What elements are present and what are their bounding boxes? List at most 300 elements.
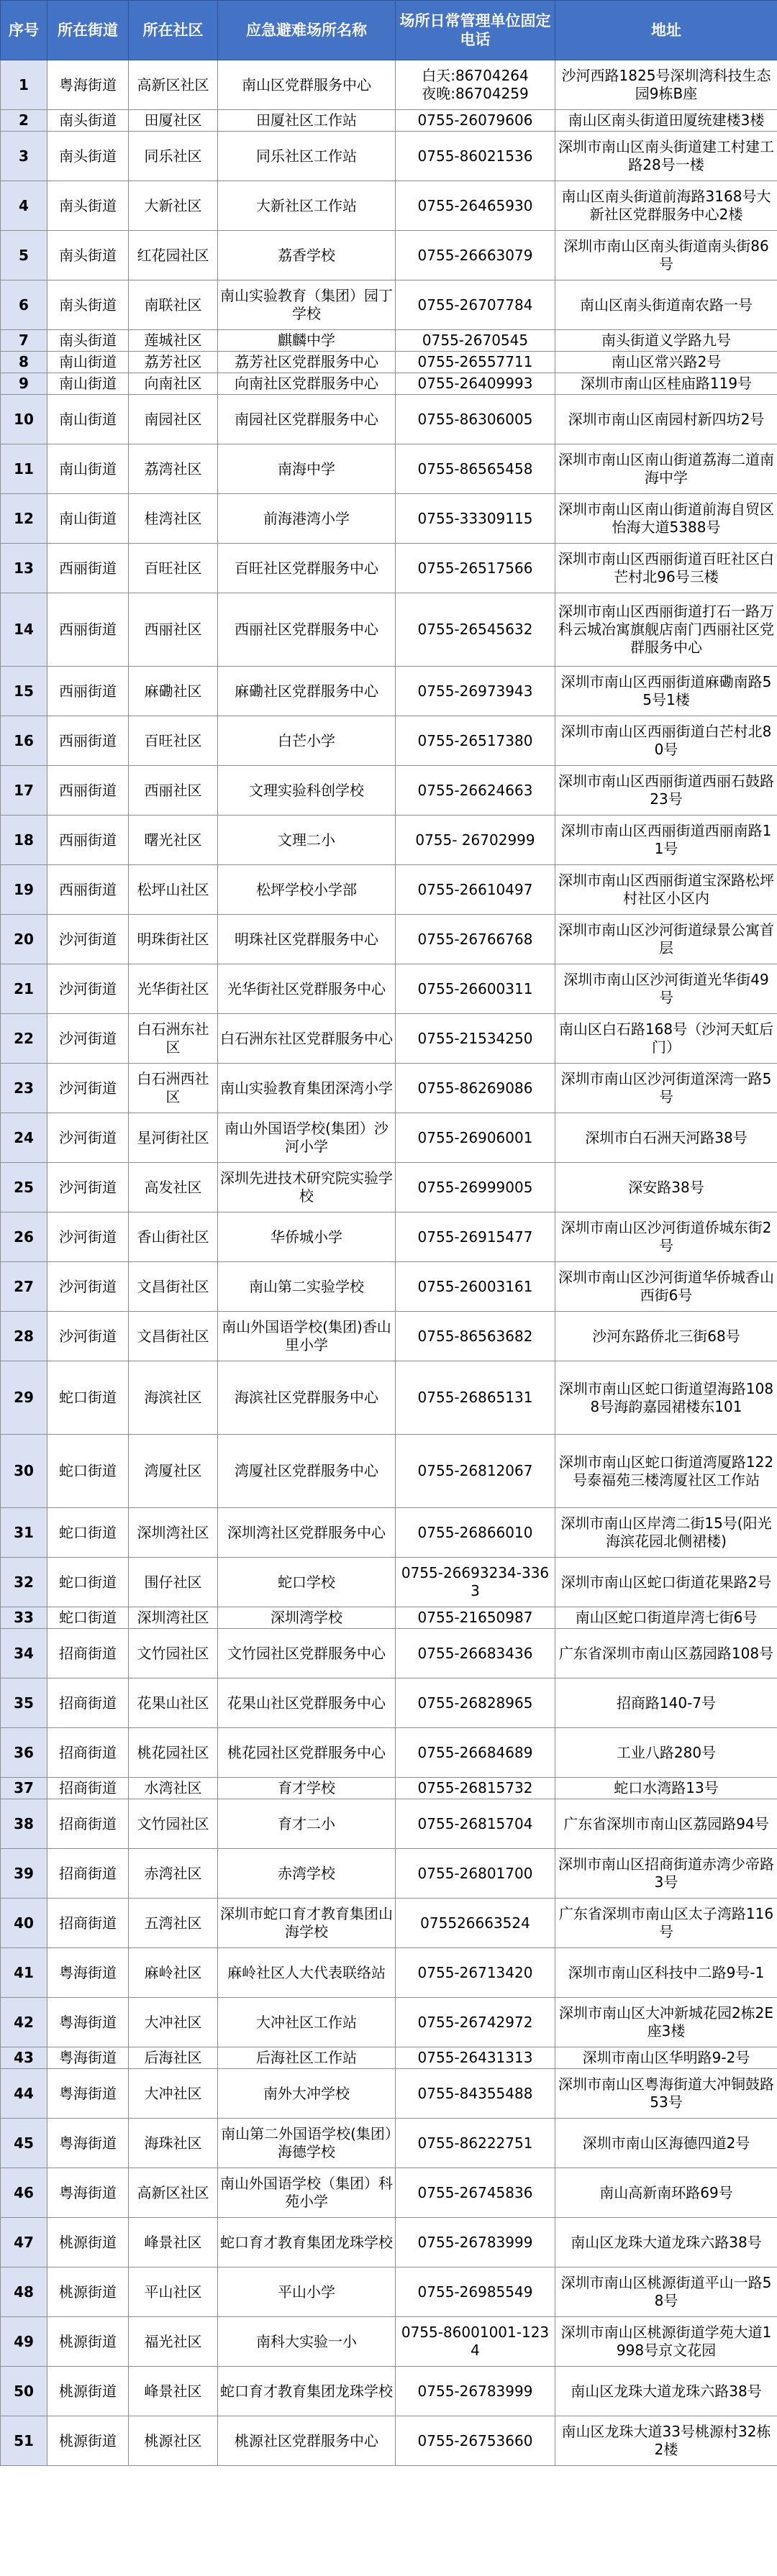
- cell-phone: 0755-26663079: [396, 231, 555, 280]
- cell-community: 花果山社区: [129, 1678, 218, 1728]
- cell-community: 曙光社区: [129, 816, 218, 865]
- table-row: [1, 816, 777, 865]
- cell-community: 百旺社区: [129, 716, 218, 766]
- cell-index: 45: [1, 2119, 47, 2168]
- cell-community: 荔芳社区: [129, 352, 218, 373]
- cell-address: 广东省深圳市南山区太子湾路116号: [555, 1899, 777, 1948]
- cell-phone: 0755-86563682: [396, 1312, 555, 1361]
- table-row: [1, 964, 777, 1014]
- cell-address: 深圳市南山区海德四道2号: [555, 2119, 777, 2168]
- cell-shelter-name: 麻磡社区党群服务中心: [218, 667, 396, 716]
- cell-shelter-name: 华侨城小学: [218, 1212, 396, 1262]
- cell-shelter-name: 荔香学校: [218, 231, 396, 280]
- cell-phone: 075526663524: [396, 1899, 555, 1948]
- header-index: 序号: [1, 1, 47, 60]
- table-row: [1, 544, 777, 593]
- cell-address: 深圳市南山区桂庙路119号: [555, 373, 777, 395]
- table-row: [1, 181, 777, 231]
- cell-street: 南头街道: [47, 330, 129, 352]
- cell-shelter-name: 文理实验科创学校: [218, 766, 396, 816]
- cell-community: 百旺社区: [129, 544, 218, 593]
- cell-community: 桃花园社区: [129, 1728, 218, 1778]
- cell-shelter-name: 文竹园社区党群服务中心: [218, 1629, 396, 1678]
- cell-street: 南头街道: [47, 132, 129, 181]
- cell-shelter-name: 南山外国语学校(集团）沙河小学: [218, 1113, 396, 1163]
- cell-street: 沙河街道: [47, 1163, 129, 1212]
- cell-street: 桃源街道: [47, 2317, 129, 2367]
- cell-index: 17: [1, 766, 47, 816]
- table-row: [1, 1629, 777, 1678]
- cell-street: 西丽街道: [47, 716, 129, 766]
- cell-shelter-name: 南外大冲学校: [218, 2069, 396, 2119]
- table-row: [1, 1678, 777, 1728]
- cell-index: 10: [1, 395, 47, 444]
- cell-street: 沙河街道: [47, 1014, 129, 1064]
- cell-index: 51: [1, 2416, 47, 2466]
- cell-shelter-name: 花果山社区党群服务中心: [218, 1678, 396, 1728]
- table-row: [1, 231, 777, 280]
- cell-phone: 0755-26745836: [396, 2168, 555, 2218]
- cell-community: 围仔社区: [129, 1558, 218, 1607]
- cell-index: 14: [1, 593, 47, 667]
- cell-street: 沙河街道: [47, 1312, 129, 1361]
- cell-index: 16: [1, 716, 47, 766]
- cell-phone: 0755- 26702999: [396, 816, 555, 865]
- cell-street: 粤海街道: [47, 1998, 129, 2047]
- cell-phone: 0755-26812067: [396, 1435, 555, 1508]
- cell-street: 南头街道: [47, 280, 129, 330]
- cell-shelter-name: 育才二小: [218, 1799, 396, 1849]
- cell-street: 沙河街道: [47, 1212, 129, 1262]
- cell-community: 文昌街社区: [129, 1262, 218, 1312]
- cell-shelter-name: 南园社区党群服务中心: [218, 395, 396, 444]
- cell-shelter-name: 南科大实验一小: [218, 2317, 396, 2367]
- cell-index: 35: [1, 1678, 47, 1728]
- cell-phone: 0755-26815732: [396, 1778, 555, 1799]
- cell-address: 深圳市南山区桃源街道学苑大道1998号京文花园: [555, 2317, 777, 2367]
- cell-phone: 0755-26600311: [396, 964, 555, 1014]
- cell-community: 星河街社区: [129, 1113, 218, 1163]
- cell-phone: 0755-26865131: [396, 1361, 555, 1435]
- cell-index: 31: [1, 1508, 47, 1558]
- cell-shelter-name: 大冲社区工作站: [218, 1998, 396, 2047]
- cell-phone: 0755-26431313: [396, 2047, 555, 2069]
- cell-community: 大冲社区: [129, 1998, 218, 2047]
- cell-shelter-name: 深圳湾学校: [218, 1607, 396, 1629]
- cell-shelter-name: 后海社区工作站: [218, 2047, 396, 2069]
- table-row: [1, 1113, 777, 1163]
- cell-shelter-name: 南山第二实验学校: [218, 1262, 396, 1312]
- table-row: [1, 716, 777, 766]
- cell-street: 桃源街道: [47, 2218, 129, 2267]
- cell-address: 南山区蛇口街道岸湾七街6号: [555, 1607, 777, 1629]
- cell-street: 沙河街道: [47, 964, 129, 1014]
- cell-community: 海滨社区: [129, 1361, 218, 1435]
- table-row: [1, 593, 777, 667]
- cell-index: 22: [1, 1014, 47, 1064]
- cell-address: 南山区南头街道前海路3168号大新社区党群服务中心2楼: [555, 181, 777, 231]
- cell-shelter-name: 松坪学校小学部: [218, 865, 396, 915]
- cell-community: 光华街社区: [129, 964, 218, 1014]
- cell-phone: 0755-26828965: [396, 1678, 555, 1728]
- cell-address: 沙河西路1825号深圳湾科技生态园9栋B座: [555, 60, 777, 110]
- cell-address: 深圳市南山区沙河街道绿景公寓首层: [555, 915, 777, 964]
- cell-index: 12: [1, 494, 47, 544]
- cell-shelter-name: 南海中学: [218, 444, 396, 494]
- cell-index: 25: [1, 1163, 47, 1212]
- cell-community: 赤湾社区: [129, 1849, 218, 1899]
- cell-community: 麻岭社区: [129, 1948, 218, 1998]
- table-row: [1, 1998, 777, 2047]
- cell-street: 蛇口街道: [47, 1508, 129, 1558]
- cell-address: 深圳市南山区西丽街道麻磡南路55号1楼: [555, 667, 777, 716]
- cell-index: 39: [1, 1849, 47, 1899]
- cell-phone: 0755-26409993: [396, 373, 555, 395]
- cell-index: 26: [1, 1212, 47, 1262]
- cell-address: 广东省深圳市南山区荔园路108号: [555, 1629, 777, 1678]
- cell-index: 50: [1, 2367, 47, 2416]
- cell-address: 深圳市南山区粤海街道大冲铜鼓路53号: [555, 2069, 777, 2119]
- cell-address: 南山高新南环路69号: [555, 2168, 777, 2218]
- cell-community: 高发社区: [129, 1163, 218, 1212]
- table-row: [1, 2317, 777, 2367]
- cell-shelter-name: 光华街社区党群服务中心: [218, 964, 396, 1014]
- cell-community: 大冲社区: [129, 2069, 218, 2119]
- cell-phone: 0755-26003161: [396, 1262, 555, 1312]
- cell-address: 深圳市南山区沙河街道华侨城香山西街6号: [555, 1262, 777, 1312]
- table-row: [1, 1361, 777, 1435]
- cell-community: 文竹园社区: [129, 1799, 218, 1849]
- cell-street: 南头街道: [47, 231, 129, 280]
- cell-phone: 0755-26517566: [396, 544, 555, 593]
- cell-index: 48: [1, 2267, 47, 2317]
- cell-shelter-name: 西丽社区党群服务中心: [218, 593, 396, 667]
- cell-community: 香山街社区: [129, 1212, 218, 1262]
- cell-phone: 0755-26973943: [396, 667, 555, 716]
- cell-street: 招商街道: [47, 1678, 129, 1728]
- cell-address: 南头街道义学路九号: [555, 330, 777, 352]
- cell-community: 后海社区: [129, 2047, 218, 2069]
- cell-community: 峰景社区: [129, 2218, 218, 2267]
- cell-community: 海珠社区: [129, 2119, 218, 2168]
- cell-community: 文昌街社区: [129, 1312, 218, 1361]
- table-row: [1, 2047, 777, 2069]
- cell-street: 西丽街道: [47, 544, 129, 593]
- cell-street: 招商街道: [47, 1629, 129, 1678]
- cell-address: 深圳市南山区西丽街道打石一路万科云城冶寓旗舰店南门西丽社区党群服务中心: [555, 593, 777, 667]
- cell-street: 粤海街道: [47, 2168, 129, 2218]
- cell-phone: 0755-26985549: [396, 2267, 555, 2317]
- cell-index: 23: [1, 1064, 47, 1113]
- cell-community: 西丽社区: [129, 593, 218, 667]
- cell-community: 向南社区: [129, 373, 218, 395]
- cell-address: 南山区龙珠大道龙珠六路38号: [555, 2218, 777, 2267]
- table-row: [1, 766, 777, 816]
- cell-address: 深圳市南山区南头街道南头街86号: [555, 231, 777, 280]
- cell-shelter-name: 深圳市蛇口育才教育集团山海学校: [218, 1899, 396, 1948]
- cell-address: 南山区白石路168号（沙河天虹后门）: [555, 1014, 777, 1064]
- table-row: [1, 1728, 777, 1778]
- cell-address: 深圳市南山区南园村新四坊2号: [555, 395, 777, 444]
- cell-index: 19: [1, 865, 47, 915]
- cell-address: 深圳市南山区桃源街道平山一路58号: [555, 2267, 777, 2317]
- cell-street: 蛇口街道: [47, 1607, 129, 1629]
- cell-index: 4: [1, 181, 47, 231]
- cell-phone: 0755-26753660: [396, 2416, 555, 2466]
- cell-street: 沙河街道: [47, 1113, 129, 1163]
- cell-community: 南园社区: [129, 395, 218, 444]
- cell-street: 南山街道: [47, 395, 129, 444]
- header-phone: 场所日常管理单位固定电话: [396, 1, 555, 60]
- cell-street: 蛇口街道: [47, 1558, 129, 1607]
- table-row: [1, 494, 777, 544]
- cell-address: 深圳市南山区华明路9-2号: [555, 2047, 777, 2069]
- cell-shelter-name: 南山外国语学校（集团）科苑小学: [218, 2168, 396, 2218]
- cell-community: 荔湾社区: [129, 444, 218, 494]
- cell-address: 深圳市南山区蛇口街道花果路2号: [555, 1558, 777, 1607]
- cell-phone: 0755-86306005: [396, 395, 555, 444]
- cell-index: 15: [1, 667, 47, 716]
- cell-index: 43: [1, 2047, 47, 2069]
- cell-street: 南头街道: [47, 181, 129, 231]
- cell-shelter-name: 大新社区工作站: [218, 181, 396, 231]
- cell-phone: 0755-26999005: [396, 1163, 555, 1212]
- cell-street: 桃源街道: [47, 2267, 129, 2317]
- cell-community: 深圳湾社区: [129, 1508, 218, 1558]
- cell-community: 同乐社区: [129, 132, 218, 181]
- cell-address: 南山区南头街道田厦统建楼3楼: [555, 110, 777, 132]
- cell-index: 5: [1, 231, 47, 280]
- cell-street: 西丽街道: [47, 865, 129, 915]
- table-row: [1, 2367, 777, 2416]
- cell-street: 蛇口街道: [47, 1361, 129, 1435]
- table-row: [1, 2267, 777, 2317]
- header-street: 所在街道: [47, 1, 129, 60]
- cell-shelter-name: 深圳湾社区党群服务中心: [218, 1508, 396, 1558]
- cell-street: 招商街道: [47, 1899, 129, 1948]
- cell-street: 蛇口街道: [47, 1435, 129, 1508]
- cell-phone: 0755-26610497: [396, 865, 555, 915]
- cell-street: 沙河街道: [47, 1064, 129, 1113]
- cell-community: 白石洲东社区: [129, 1014, 218, 1064]
- cell-index: 33: [1, 1607, 47, 1629]
- cell-shelter-name: 深圳先进技术研究院实验学校: [218, 1163, 396, 1212]
- cell-index: 2: [1, 110, 47, 132]
- cell-community: 文竹园社区: [129, 1629, 218, 1678]
- cell-address: 南山区龙珠大道龙珠六路38号: [555, 2367, 777, 2416]
- cell-index: 38: [1, 1799, 47, 1849]
- cell-address: 深圳市南山区南山街道前海自贸区怡海大道5388号: [555, 494, 777, 544]
- cell-street: 西丽街道: [47, 816, 129, 865]
- cell-street: 招商街道: [47, 1849, 129, 1899]
- cell-index: 3: [1, 132, 47, 181]
- cell-index: 41: [1, 1948, 47, 1998]
- table-row: [1, 1799, 777, 1849]
- table-header-row: [1, 1, 777, 60]
- cell-street: 招商街道: [47, 1728, 129, 1778]
- cell-shelter-name: 海滨社区党群服务中心: [218, 1361, 396, 1435]
- cell-index: 34: [1, 1629, 47, 1678]
- cell-address: 深安路38号: [555, 1163, 777, 1212]
- cell-address: 深圳市南山区西丽街道西丽南路11号: [555, 816, 777, 865]
- cell-street: 粤海街道: [47, 2119, 129, 2168]
- table-row: [1, 1899, 777, 1948]
- cell-index: 6: [1, 280, 47, 330]
- cell-shelter-name: 麻岭社区人大代表联络站: [218, 1948, 396, 1998]
- cell-community: 水湾社区: [129, 1778, 218, 1799]
- cell-shelter-name: 南山第二外国语学校(集团）海德学校: [218, 2119, 396, 2168]
- cell-shelter-name: 蛇口学校: [218, 1558, 396, 1607]
- cell-phone: 0755-26713420: [396, 1948, 555, 1998]
- table-row: [1, 1558, 777, 1607]
- cell-address: 南山区南头街道南农路一号: [555, 280, 777, 330]
- cell-phone: 0755-26517380: [396, 716, 555, 766]
- cell-phone: 0755-86269086: [396, 1064, 555, 1113]
- cell-phone: 0755-26693234-3363: [396, 1558, 555, 1607]
- table-row: [1, 865, 777, 915]
- cell-shelter-name: 平山小学: [218, 2267, 396, 2317]
- cell-phone: 0755-26801700: [396, 1849, 555, 1899]
- cell-shelter-name: 白石洲东社区党群服务中心: [218, 1014, 396, 1064]
- table-row: [1, 667, 777, 716]
- table-row: [1, 1212, 777, 1262]
- cell-address: 深圳市南山区西丽街道西丽石鼓路23号: [555, 766, 777, 816]
- cell-index: 21: [1, 964, 47, 1014]
- table-row: [1, 1849, 777, 1899]
- cell-street: 粤海街道: [47, 1948, 129, 1998]
- cell-street: 沙河街道: [47, 915, 129, 964]
- cell-shelter-name: 百旺社区党群服务中心: [218, 544, 396, 593]
- cell-address: 深圳市南山区南头街道建工村建工路28号一楼: [555, 132, 777, 181]
- cell-shelter-name: 蛇口育才教育集团龙珠学校: [218, 2218, 396, 2267]
- cell-shelter-name: 同乐社区工作站: [218, 132, 396, 181]
- table-row: [1, 1312, 777, 1361]
- cell-address: 深圳市南山区沙河街道深湾一路5号: [555, 1064, 777, 1113]
- cell-community: 高新区社区: [129, 2168, 218, 2218]
- cell-index: 13: [1, 544, 47, 593]
- table-row: [1, 352, 777, 373]
- cell-address: 深圳市白石洲天河路38号: [555, 1113, 777, 1163]
- cell-community: 麻磡社区: [129, 667, 218, 716]
- cell-index: 27: [1, 1262, 47, 1312]
- cell-phone: 0755-26545632: [396, 593, 555, 667]
- cell-address: 深圳市南山区大冲新城花园2栋2E座3楼: [555, 1998, 777, 2047]
- cell-index: 40: [1, 1899, 47, 1948]
- cell-index: 49: [1, 2317, 47, 2367]
- cell-shelter-name: 赤湾学校: [218, 1849, 396, 1899]
- table-row: [1, 1014, 777, 1064]
- cell-address: 招商路140-7号: [555, 1678, 777, 1728]
- table-row: [1, 915, 777, 964]
- cell-address: 深圳市南山区岸湾二街15号(阳光海滨花园北侧裙楼): [555, 1508, 777, 1558]
- cell-shelter-name: 南山外国语学校(集团)香山里小学: [218, 1312, 396, 1361]
- cell-address: 沙河东路侨北三街68号: [555, 1312, 777, 1361]
- cell-street: 桃源街道: [47, 2416, 129, 2466]
- cell-index: 18: [1, 816, 47, 865]
- cell-index: 47: [1, 2218, 47, 2267]
- cell-community: 西丽社区: [129, 766, 218, 816]
- cell-phone: 0755-26906001: [396, 1113, 555, 1163]
- cell-index: 7: [1, 330, 47, 352]
- cell-phone: 白天:86704264 夜晚:86704259: [396, 60, 555, 110]
- cell-community: 高新区社区: [129, 60, 218, 110]
- table-row: [1, 373, 777, 395]
- cell-address: 深圳市南山区西丽街道宝深路松坪村社区小区内: [555, 865, 777, 915]
- cell-community: 五湾社区: [129, 1899, 218, 1948]
- cell-shelter-name: 桃花园社区党群服务中心: [218, 1728, 396, 1778]
- cell-address: 工业八路280号: [555, 1728, 777, 1778]
- cell-community: 福光社区: [129, 2317, 218, 2367]
- cell-community: 湾厦社区: [129, 1435, 218, 1508]
- cell-phone: 0755-26684689: [396, 1728, 555, 1778]
- cell-index: 28: [1, 1312, 47, 1361]
- cell-phone: 0755-86021536: [396, 132, 555, 181]
- cell-shelter-name: 荔芳社区党群服务中心: [218, 352, 396, 373]
- cell-phone: 0755-26866010: [396, 1508, 555, 1558]
- cell-street: 西丽街道: [47, 667, 129, 716]
- cell-address: 广东省深圳市南山区荔园路94号: [555, 1799, 777, 1849]
- cell-phone: 0755-26783999: [396, 2367, 555, 2416]
- cell-shelter-name: 桃源社区党群服务中心: [218, 2416, 396, 2466]
- cell-phone: 0755-26557711: [396, 352, 555, 373]
- cell-index: 9: [1, 373, 47, 395]
- table-row: [1, 1163, 777, 1212]
- cell-phone: 0755-2670545: [396, 330, 555, 352]
- cell-index: 44: [1, 2069, 47, 2119]
- table-row: [1, 280, 777, 330]
- cell-street: 西丽街道: [47, 766, 129, 816]
- cell-address: 深圳市南山区蛇口街道湾厦路122号泰福苑三楼湾厦社区工作站: [555, 1435, 777, 1508]
- cell-phone: 0755-26624663: [396, 766, 555, 816]
- cell-phone: 0755-26815704: [396, 1799, 555, 1849]
- table-row: [1, 1607, 777, 1629]
- cell-phone: 0755-86565458: [396, 444, 555, 494]
- table-row: [1, 2218, 777, 2267]
- cell-phone: 0755-26783999: [396, 2218, 555, 2267]
- cell-shelter-name: 田厦社区工作站: [218, 110, 396, 132]
- table-row: [1, 395, 777, 444]
- cell-phone: 0755-21650987: [396, 1607, 555, 1629]
- cell-index: 46: [1, 2168, 47, 2218]
- table-row: [1, 2416, 777, 2466]
- cell-shelter-name: 前海港湾小学: [218, 494, 396, 544]
- table-row: [1, 132, 777, 181]
- cell-address: 深圳市南山区西丽街道百旺社区白芒村北96号三楼: [555, 544, 777, 593]
- cell-address: 深圳市南山区沙河街道光华街49号: [555, 964, 777, 1014]
- cell-address: 南山区龙珠大道33号桃源村32栋2楼: [555, 2416, 777, 2466]
- cell-shelter-name: 南山区党群服务中心: [218, 60, 396, 110]
- header-shelter-name: 应急避难场所名称: [218, 1, 396, 60]
- table-row: [1, 444, 777, 494]
- table-row: [1, 1508, 777, 1558]
- table-row: [1, 2119, 777, 2168]
- cell-index: 24: [1, 1113, 47, 1163]
- cell-community: 平山社区: [129, 2267, 218, 2317]
- cell-phone: 0755-26465930: [396, 181, 555, 231]
- cell-address: 深圳市南山区南山街道荔海二道南海中学: [555, 444, 777, 494]
- cell-phone: 0755-26707784: [396, 280, 555, 330]
- cell-community: 莲城社区: [129, 330, 218, 352]
- cell-street: 沙河街道: [47, 1262, 129, 1312]
- cell-shelter-name: 白芒小学: [218, 716, 396, 766]
- cell-address: 深圳市南山区科技中二路9号-1: [555, 1948, 777, 1998]
- cell-shelter-name: 文理二小: [218, 816, 396, 865]
- cell-street: 粤海街道: [47, 60, 129, 110]
- cell-phone: 0755-86222751: [396, 2119, 555, 2168]
- cell-street: 西丽街道: [47, 593, 129, 667]
- cell-phone: 0755-26915477: [396, 1212, 555, 1262]
- cell-phone: 0755-86001001-1234: [396, 2317, 555, 2367]
